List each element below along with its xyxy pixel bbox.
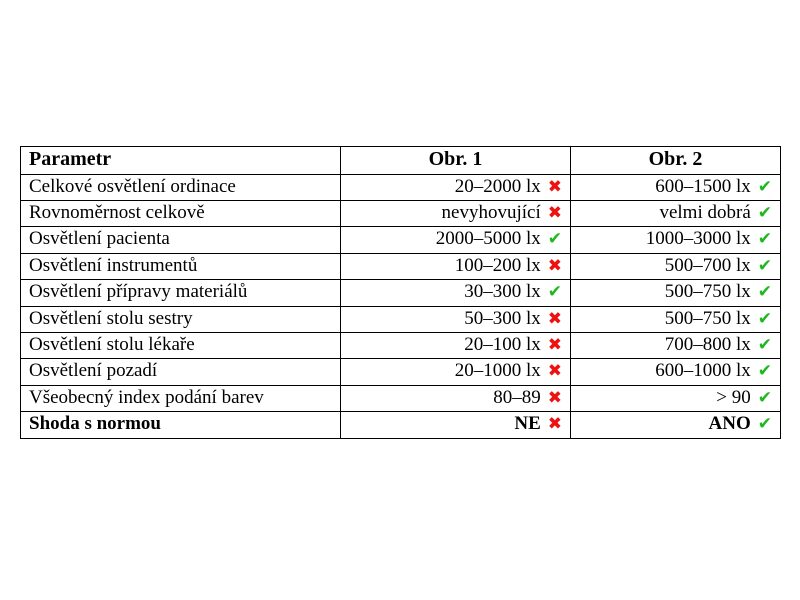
cell-obr2-value: 1000–3000 lx bbox=[645, 228, 751, 250]
comparison-table-container bbox=[20, 146, 780, 439]
checkmark-icon: ✔ bbox=[757, 282, 772, 303]
cross-icon: ✖ bbox=[547, 203, 562, 223]
checkmark-icon: ✔ bbox=[757, 203, 772, 223]
cross-icon: ✖ bbox=[547, 255, 562, 276]
cross-icon: ✖ bbox=[547, 361, 562, 382]
cell-obr1-value: 80–89 bbox=[493, 386, 541, 408]
cell-obr1 bbox=[341, 359, 571, 385]
cell-parameter: Osvětlení stolu sestry bbox=[21, 306, 341, 332]
table-row bbox=[21, 359, 781, 385]
cell-obr2-value: 500–700 lx bbox=[664, 254, 751, 276]
table-row bbox=[21, 253, 781, 279]
cell-obr1-value: 100–200 lx bbox=[454, 254, 541, 276]
cell-parameter: Osvětlení pacienta bbox=[21, 227, 341, 253]
cell-obr2-value: 500–750 lx bbox=[664, 281, 751, 303]
checkmark-icon: ✔ bbox=[757, 308, 772, 329]
cross-icon: ✖ bbox=[547, 387, 562, 408]
checkmark-icon: ✔ bbox=[757, 255, 772, 276]
checkmark-icon: ✔ bbox=[757, 229, 772, 250]
cell-obr1 bbox=[341, 253, 571, 279]
cell-parameter: Osvětlení stolu lékaře bbox=[21, 333, 341, 359]
cell-obr1-value: 50–300 lx bbox=[464, 307, 541, 329]
cell-obr1-value: NE bbox=[514, 413, 541, 435]
cell-obr1-value: 20–1000 lx bbox=[454, 360, 541, 382]
cell-obr1-value: nevyhovující bbox=[441, 202, 541, 223]
cross-icon: ✖ bbox=[547, 414, 562, 435]
cell-obr2 bbox=[571, 227, 781, 253]
cell-obr2-value: 500–750 lx bbox=[664, 307, 751, 329]
column-header-obr1: Obr. 1 bbox=[341, 147, 571, 175]
table-row bbox=[21, 227, 781, 253]
checkmark-icon: ✔ bbox=[547, 229, 562, 250]
comparison-table bbox=[20, 146, 781, 439]
cell-obr1-value: 30–300 lx bbox=[464, 281, 541, 303]
table-body bbox=[21, 174, 781, 438]
column-header-parameter: Parametr bbox=[21, 147, 341, 175]
cell-obr1 bbox=[341, 174, 571, 200]
table-row bbox=[21, 306, 781, 332]
cell-obr2 bbox=[571, 306, 781, 332]
cell-obr1-value: 20–100 lx bbox=[464, 334, 541, 356]
cell-obr2 bbox=[571, 333, 781, 359]
table-header-row bbox=[21, 147, 781, 175]
cross-icon: ✖ bbox=[547, 308, 562, 329]
cell-parameter: Osvětlení instrumentů bbox=[21, 253, 341, 279]
cell-obr2-value: 700–800 lx bbox=[664, 334, 751, 356]
cell-obr2-value: 600–1500 lx bbox=[655, 175, 751, 197]
cell-obr2-value: 600–1000 lx bbox=[655, 360, 751, 382]
cell-obr1 bbox=[341, 412, 571, 438]
cell-parameter: Osvětlení pozadí bbox=[21, 359, 341, 385]
checkmark-icon: ✔ bbox=[757, 176, 772, 197]
checkmark-icon: ✔ bbox=[547, 282, 562, 303]
cell-obr1 bbox=[341, 333, 571, 359]
cross-icon: ✖ bbox=[547, 176, 562, 197]
cell-obr2 bbox=[571, 174, 781, 200]
checkmark-icon: ✔ bbox=[757, 335, 772, 356]
checkmark-icon: ✔ bbox=[757, 387, 772, 408]
checkmark-icon: ✔ bbox=[757, 361, 772, 382]
cell-obr2-value: ANO bbox=[708, 413, 751, 435]
table-row bbox=[21, 333, 781, 359]
cell-obr1 bbox=[341, 306, 571, 332]
cell-parameter: Osvětlení přípravy materiálů bbox=[21, 280, 341, 306]
cell-obr1 bbox=[341, 201, 571, 227]
table-row bbox=[21, 385, 781, 411]
cell-parameter: Rovnoměrnost celkově bbox=[21, 201, 341, 227]
cell-obr2 bbox=[571, 359, 781, 385]
cell-parameter: Všeobecný index podání barev bbox=[21, 385, 341, 411]
cell-obr2 bbox=[571, 280, 781, 306]
cell-parameter: Shoda s normou bbox=[21, 412, 341, 438]
column-header-obr2: Obr. 2 bbox=[571, 147, 781, 175]
cell-obr2 bbox=[571, 253, 781, 279]
cell-obr2-value: > 90 bbox=[716, 386, 751, 408]
cell-parameter: Celkové osvětlení ordinace bbox=[21, 174, 341, 200]
cell-obr2-value: velmi dobrá bbox=[659, 202, 751, 223]
cross-icon: ✖ bbox=[547, 335, 562, 356]
cell-obr2 bbox=[571, 201, 781, 227]
cell-obr1-value: 20–2000 lx bbox=[454, 175, 541, 197]
table-row bbox=[21, 412, 781, 438]
cell-obr1 bbox=[341, 385, 571, 411]
cell-obr1-value: 2000–5000 lx bbox=[435, 228, 541, 250]
checkmark-icon: ✔ bbox=[757, 414, 772, 435]
cell-obr1 bbox=[341, 280, 571, 306]
cell-obr2 bbox=[571, 385, 781, 411]
table-row bbox=[21, 280, 781, 306]
cell-obr1 bbox=[341, 227, 571, 253]
table-row bbox=[21, 201, 781, 227]
table-header bbox=[21, 147, 781, 175]
table-row bbox=[21, 174, 781, 200]
cell-obr2 bbox=[571, 412, 781, 438]
